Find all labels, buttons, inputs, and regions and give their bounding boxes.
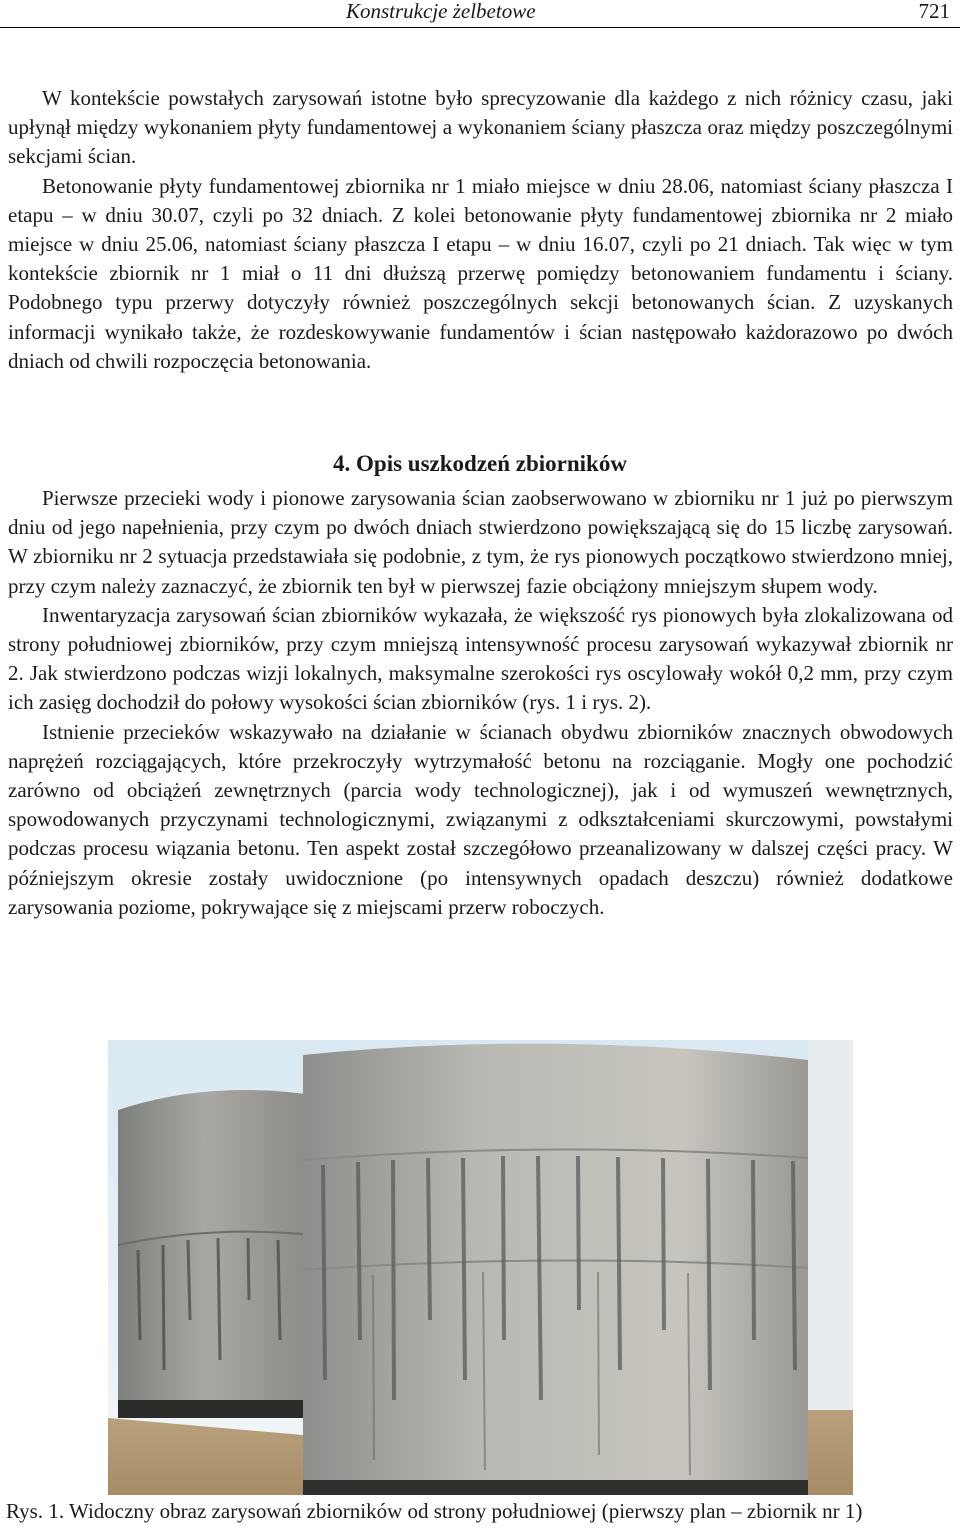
page-number: 721 xyxy=(918,0,950,23)
running-title: Konstrukcje żelbetowe xyxy=(346,0,536,23)
figure-photo-tanks xyxy=(108,1040,853,1495)
running-header xyxy=(0,0,960,28)
paragraph: Betonowanie płyty fundamentowej zbiornika nr 1 miało miejsce w dniu 28.06, natomiast ściany płaszcza I etapu – w dniu 30.07, czyli po 32 dniach. Z kolei betonowanie płyty fundamentowej zbiornika nr 2 miało miejsce w dniu 25.06, natomiast ściany płaszcza I etapu – w dniu 16.07, czyli po 21 dniach. Tak więc w tym kontekście zbiornik nr 1 miał o 11 dni dłuższą przerwę pomiędzy betonowaniem fundamentu i ściany. Podobnego typu przerwy dotyczyły również poszczególnych sekcji betonowanych ścian. Z uzyskanych informacji wynikało także, że rozdeskowywanie fundamentów i ścian następowało każdorazowo po dwóch dniach od chwili rozpoczęcia betonowania. xyxy=(8,173,953,373)
section-text xyxy=(8,484,953,922)
concrete-tanks-photo xyxy=(108,1040,853,1495)
intro-text xyxy=(8,84,953,376)
figure-caption: Rys. 1. Widoczny obraz zarysowań zbiorników od strony południowej (pierwszy plan – zbiornik nr 1) xyxy=(6,1499,863,1523)
paragraph: Pierwsze przecieki wody i pionowe zarysowania ścian zaobserwowano w zbiorniku nr 1 już po pierwszym dniu od jego napełnienia, przy czym po dwóch dniach stwierdzono powiększającą się do 15 liczbę zarysowań. W zbiorniku nr 2 sytuacja przedstawiała się podobnie, z tym, że rys pionowych początkowo stwierdzono mniej, przy czym należy zaznaczyć, że zbiornik ten był w pierwszej fazie obciążony mniejszym słupem wody. xyxy=(8,486,953,598)
paragraph: Inwentaryzacja zarysowań ścian zbiorników wykazała, że większość rys pionowych była zlokalizowana od strony południowej zbiorników, przy czym mniejszą intensywność procesu zarysowań wykazywał zbiornik nr 2. Jak stwierdzono podczas wizji lokalnych, maksymalne szerokości rys oscylowały wokół 0,2 mm, przy czym ich zasięg dochodził do połowy wysokości ścian zbiorników (rys. 1 i rys. 2). xyxy=(8,602,953,715)
paragraph: Istnienie przecieków wskazywało na działanie w ścianach obydwu zbiorników znacznych obwodowych naprężeń rozciągających, które przekroczyły wytrzymałość betonu na rozciąganie. Mogły one pochodzić zarówno od obciążeń zewnętrznych (parcia wody technologicznej), jak i od wymuszeń wewnętrznych, spowodowanych przyczynami technologicznymi, związanymi z odkształceniami skurczowymi, powstałymi podczas procesu wiązania betonu. Ten aspekt został szczegółowo przeanalizowany w dalszej części pracy. W późniejszym okresie zostały uwidocznione (po intensywnych opadach deszczu) również dodatkowe zarysowania poziome, pokrywające się z miejscami przerw roboczych. xyxy=(8,719,953,919)
paragraph: W kontekście powstałych zarysowań istotne było sprecyzowanie dla każdego z nich różnicy czasu, jaki upłynął między wykonaniem płyty fundamentowej a wykonaniem ściany płaszcza oraz między poszczególnymi sekcjami ścian. xyxy=(8,86,953,169)
section-heading: 4. Opis uszkodzeń zbiorników xyxy=(333,451,627,476)
